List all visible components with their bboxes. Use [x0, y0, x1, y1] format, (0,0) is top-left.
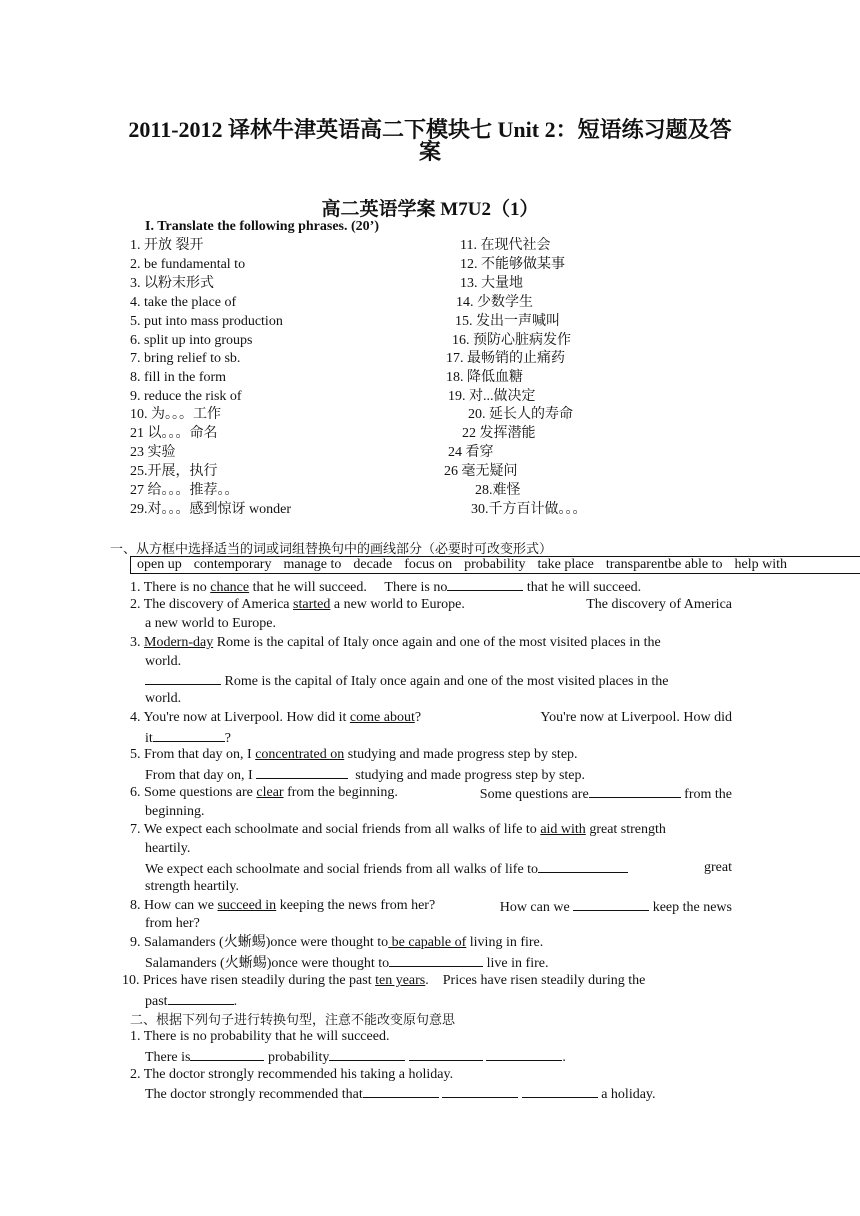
- underlined-word: succeed in: [217, 898, 277, 913]
- sentence-2: 2. The discovery of America started a new world to Europe. The discovery of America: [130, 597, 732, 612]
- phrase-item: 17. 最畅销的止痛药: [446, 351, 565, 366]
- answer-blank[interactable]: [145, 671, 221, 685]
- sentence-3-cont: world.: [145, 654, 182, 669]
- answer-blank[interactable]: [442, 1084, 518, 1098]
- phrase-item: 18. 降低血糖: [446, 370, 523, 385]
- part3-heading: 二、根据下列句子进行转换句型，注意不能改变原句意思: [130, 1013, 456, 1028]
- underlined-word: started: [293, 597, 331, 612]
- phrase-item: 3. 以粉末形式: [130, 276, 214, 291]
- underlined-word: be capable of: [388, 935, 467, 950]
- answer-blank[interactable]: [486, 1047, 562, 1061]
- phrase-item: 14. 少数学生: [456, 295, 533, 310]
- underlined-word: come about: [349, 710, 415, 725]
- transform-1-rewrite: There is probability .: [145, 1047, 566, 1067]
- answer-blank[interactable]: [363, 1084, 439, 1098]
- answer-blank[interactable]: [573, 897, 649, 911]
- word-option: take place: [537, 557, 594, 572]
- sentence-6-cont: beginning.: [145, 804, 205, 819]
- sentence-5: 5. From that day on, I concentrated on studying and made progress step by step.: [130, 747, 578, 762]
- transform-2-rewrite: The doctor strongly recommended that a holiday.: [145, 1084, 656, 1104]
- sentence-4: 4. You're now at Liverpool. How did it come about? You're now at Liverpool. How did: [130, 710, 732, 725]
- part1-heading: I. Translate the following phrases. (20’): [145, 219, 379, 234]
- sentence-2-cont: a new world to Europe.: [145, 616, 277, 631]
- answer-blank[interactable]: [153, 728, 225, 742]
- underlined-word: concentrated on: [255, 747, 345, 762]
- sentence-8: 8. How can we succeed in keeping the news from her? How can we keep the news: [130, 898, 732, 915]
- phrase-item: 28.难怪: [475, 483, 521, 498]
- phrase-item: 15. 发出一声喊叫: [455, 314, 560, 329]
- sentence-7-cont: heartily.: [145, 841, 191, 856]
- underlined-word: clear: [256, 785, 284, 800]
- sentence-7-rewrite-cont: strength heartily.: [145, 879, 239, 894]
- underlined-word: ten years: [375, 973, 426, 988]
- phrase-item: 24 看穿: [448, 445, 494, 460]
- answer-blank[interactable]: [538, 859, 628, 873]
- sentence-10-cont: past .: [145, 991, 237, 1011]
- answer-blank[interactable]: [389, 953, 483, 967]
- phrase-item: 8. fill in the form: [130, 370, 227, 385]
- sentence-4-cont: it ?: [145, 728, 231, 748]
- phrase-item: 13. 大量地: [460, 276, 523, 291]
- phrase-item: 27 给。。。推荐。。: [130, 483, 239, 498]
- phrase-item: 11. 在现代社会: [460, 238, 551, 253]
- phrase-item: 1. 开放 裂开: [130, 238, 204, 253]
- phrase-item: 12. 不能够做某事: [460, 257, 565, 272]
- underlined-word: chance: [210, 580, 250, 595]
- phrase-item: 29.对。。。感到惊讶 wonder: [130, 502, 291, 517]
- answer-blank[interactable]: [522, 1084, 598, 1098]
- answer-blank[interactable]: [447, 577, 523, 591]
- sentence-10: 10. Prices have risen steadily during the past ten years. Prices have risen steadily during the: [122, 973, 646, 988]
- sentence-3-rewrite: Rome is the capital of Italy once again and one of the most visited places in the: [145, 671, 668, 691]
- sentence-7-rewrite: We expect each schoolmate and social friends from all walks of life to great: [145, 860, 732, 877]
- transform-1: 1. There is no probability that he will succeed.: [130, 1029, 390, 1044]
- document-title-line2: 案: [418, 139, 441, 164]
- answer-blank[interactable]: [190, 1047, 264, 1061]
- document-title-line1: 2011-2012 译林牛津英语高二下模块七 Unit 2：短语练习题及答: [128, 117, 732, 142]
- phrase-item: 23 实验: [130, 445, 176, 460]
- sentence-9-rewrite: Salamanders (火蜥蜴)once were thought to live in fire.: [145, 953, 548, 973]
- word-option: help with: [734, 557, 787, 572]
- word-option: focus on: [404, 557, 453, 572]
- phrase-item: 2. be fundamental to: [130, 257, 246, 272]
- answer-blank[interactable]: [589, 784, 681, 798]
- answer-blank[interactable]: [168, 991, 234, 1005]
- phrase-item: 16. 预防心脏病发作: [452, 333, 571, 348]
- part2-heading: 一、从方框中选择适当的词或词组替换句中的画线部分（必要时可改变形式）: [110, 542, 553, 557]
- word-option: contemporary: [193, 557, 272, 572]
- phrase-item: 10. 为。。。工作: [130, 407, 221, 422]
- word-box: [130, 556, 860, 574]
- word-option: probability: [464, 557, 526, 572]
- answer-blank[interactable]: [329, 1047, 405, 1061]
- phrase-item: 26 毫无疑问: [444, 464, 518, 479]
- phrase-item: 4. take the place of: [130, 295, 237, 310]
- word-option: decade: [353, 557, 393, 572]
- phrase-item: 30.千方百计做。。。: [471, 502, 587, 517]
- phrase-item: 25.开展，执行: [130, 464, 218, 479]
- phrase-item: 20. 延长人的寿命: [468, 407, 573, 422]
- word-option: manage to: [283, 557, 342, 572]
- word-option: open up: [137, 557, 182, 572]
- phrase-item: 5. put into mass production: [130, 314, 283, 329]
- phrase-item: 9. reduce the risk of: [130, 389, 242, 404]
- underlined-word: aid with: [540, 822, 586, 837]
- sentence-1: 1. There is no chance that he will succeed. There is no that he will succeed.: [130, 577, 641, 597]
- transform-2: 2. The doctor strongly recommended his taking a holiday.: [130, 1067, 454, 1082]
- word-option: transparentbe able to: [605, 557, 723, 572]
- answer-blank[interactable]: [256, 765, 348, 779]
- phrase-item: 19. 对...做决定: [448, 389, 536, 404]
- answer-blank[interactable]: [409, 1047, 483, 1061]
- phrase-item: 7. bring relief to sb.: [130, 351, 241, 366]
- sentence-8-cont: from her?: [145, 916, 200, 931]
- sentence-5-rewrite: From that day on, I studying and made progress step by step.: [145, 765, 585, 785]
- sentence-3: 3. Modern-day Rome is the capital of Italy once again and one of the most visited places in the: [130, 635, 661, 650]
- phrase-item: 6. split up into groups: [130, 333, 253, 348]
- underlined-word: Modern-day: [144, 635, 214, 650]
- sentence-7: 7. We expect each schoolmate and social friends from all walks of life to aid with great strength: [130, 822, 666, 837]
- worksheet-subtitle: 高二英语学案 M7U2（1）: [321, 199, 539, 220]
- sentence-3-rewrite-cont: world.: [145, 691, 182, 706]
- phrase-item: 21 以。。。命名: [130, 426, 218, 441]
- sentence-6: 6. Some questions are clear from the beginning. Some questions are from the: [130, 785, 732, 802]
- sentence-9: 9. Salamanders (火蜥蜴)once were thought to be capable of living in fire.: [130, 935, 544, 950]
- phrase-item: 22 发挥潜能: [462, 426, 536, 441]
